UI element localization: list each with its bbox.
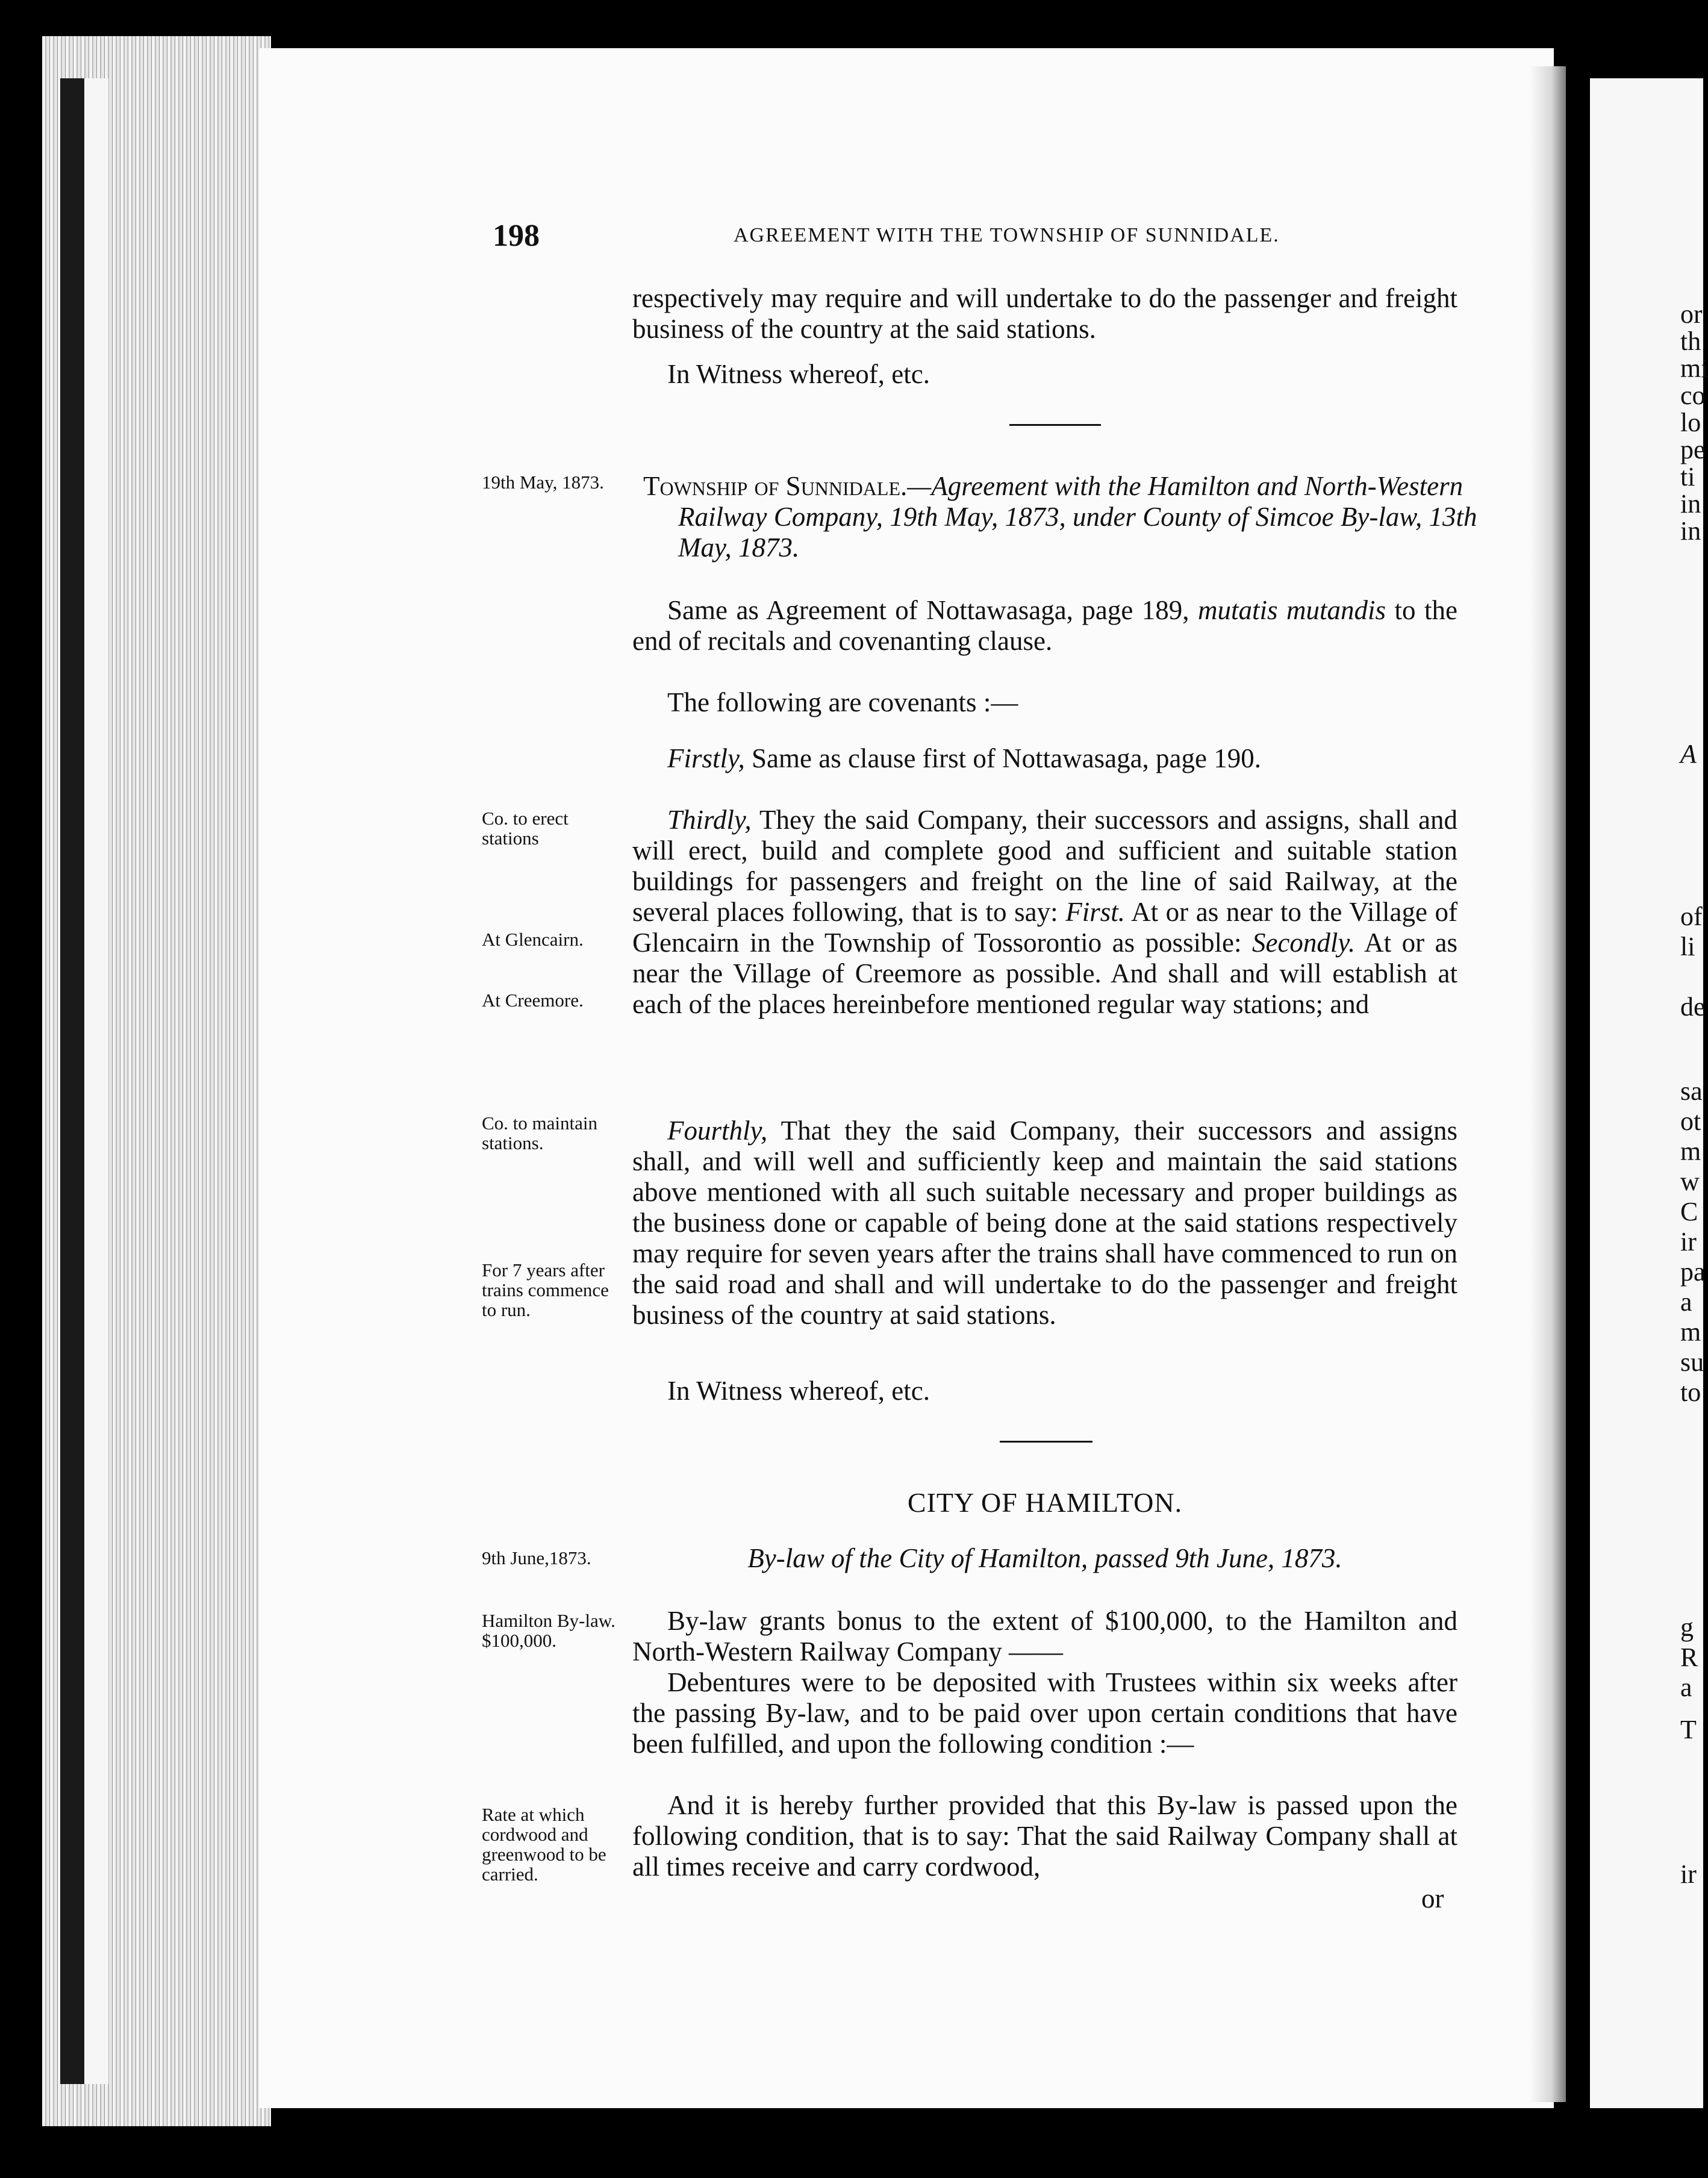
running-title: AGREEMENT WITH THE TOWNSHIP OF SUNNIDALE. — [734, 224, 1280, 246]
facing-fragment: su — [1680, 1347, 1704, 1377]
facing-fragment: mi — [1680, 354, 1708, 383]
facing-fragment: li — [1680, 932, 1695, 961]
facing-fragment: sa — [1680, 1076, 1703, 1106]
thirdly-text: They the said Company, their successors and assigns, shall and will erect, build and complete good and sufficient and suitable station buildings for passengers and freight on the line of said Railway, at the several places following, that is to say: — [632, 805, 1458, 927]
bylaw-paragraph-1: By-law grants bonus to the extent of $100,000, to the Hamilton and North-Western Railway Company —— — [632, 1606, 1457, 1667]
margin-note-date: 19th May, 1873. — [482, 472, 604, 493]
heading-agreement-title: —Agreement with the Hamilton and North-Western Railway Company, 19th May, 1873, under County of Simcoe By-law, 13th May, 1873. — [678, 471, 1477, 563]
facing-fragment: ti — [1680, 462, 1695, 491]
thirdly-text-glencairn: At or as near to the Village of Glencairn in the Township of Tossorontio as possible: — [632, 897, 1458, 958]
secondly-label: Secondly. — [1251, 928, 1356, 958]
facing-fragment: m — [1680, 1137, 1701, 1166]
facing-fragment: pe — [1680, 435, 1706, 464]
facing-fragment: w — [1680, 1167, 1700, 1196]
witness-clause: In Witness whereof, etc. — [667, 359, 930, 389]
facing-fragment: g — [1680, 1612, 1694, 1642]
covenants-intro: The following are covenants :— — [667, 687, 1018, 717]
firstly-text: Same as clause first of Nottawasaga, page 190. — [752, 743, 1261, 773]
margin-note-rate: Rate at which cordwood and greenwood to be carried. — [482, 1804, 606, 1885]
thirdly-clause — [632, 805, 1457, 1020]
heading-township: Township of Sunnidale. — [643, 471, 908, 501]
facing-fragment: A — [1680, 739, 1697, 769]
fourthly-label: Fourthly, — [667, 1116, 768, 1146]
margin-note-creemore: At Creemore. — [482, 990, 584, 1011]
facing-fragment: th — [1680, 326, 1701, 356]
mutatis-mutandis: mutatis mutandis — [1198, 595, 1386, 625]
section-title: CITY OF HAMILTON. — [907, 1487, 1183, 1518]
same-as-paragraph — [632, 595, 1457, 657]
margin-note-bylaw: Hamilton By-law. $100,000. — [482, 1610, 616, 1651]
facing-fragment: or — [1680, 299, 1703, 329]
facing-fragment: ir — [1680, 1227, 1697, 1256]
facing-fragment: T — [1680, 1715, 1697, 1744]
facing-fragment: lo — [1680, 408, 1701, 437]
facing-fragment: to — [1680, 1378, 1701, 1407]
agreement-heading — [643, 471, 1492, 563]
facing-fragment: ir — [1680, 1859, 1697, 1889]
catchword: or — [1421, 1883, 1444, 1914]
facing-fragment: ot — [1680, 1106, 1701, 1136]
fourthly-clause — [632, 1116, 1457, 1331]
section-divider — [1009, 424, 1101, 426]
bylaw-paragraph-3: And it is hereby further provided that this By-law is passed upon the following condition, that is to say: That the said Railway Company shall at all times receive and carry cordwood, — [632, 1790, 1457, 1882]
margin-note-erect: Co. to erect stations — [482, 808, 569, 849]
facing-fragment: in — [1680, 516, 1701, 546]
first-label: First. — [1065, 897, 1125, 927]
continuation-paragraph: respectively may require and will undertake to do the passenger and freight business of the country at the said stations. — [632, 283, 1457, 344]
witness-clause: In Witness whereof, etc. — [667, 1376, 930, 1406]
facing-fragment: C — [1680, 1197, 1698, 1226]
margin-note-glencairn: At Glencairn. — [482, 929, 584, 950]
margin-note-maintain: Co. to maintain stations. — [482, 1112, 598, 1153]
facing-fragment: pa — [1680, 1257, 1706, 1287]
same-as-text-end: to the end of recitals and covenanting clause. — [632, 595, 1457, 656]
page-number: 198 — [493, 219, 540, 253]
binding-shadow — [60, 78, 84, 2084]
facing-fragment: m — [1680, 1317, 1701, 1347]
thirdly-label: Thirdly, — [667, 805, 752, 835]
margin-note-seven-years: For 7 years after trains commence to run. — [482, 1259, 609, 1320]
thirdly-text-creemore: At or as near the Village of Creemore as possible. And shall and will establish at each of the places hereinbefore mentioned regular way stations; and — [632, 928, 1458, 1019]
facing-fragment: a — [1680, 1673, 1692, 1702]
fourthly-text: That they the said Company, their successors and assigns shall, and will well and sufficiently keep and maintain the said stations above mentioned with all such suitable necessary and proper buildings as the business done or capable of being done at the said stations respectively may require for seven years after the trains shall have commenced to run on the said road and shall and will undertake to do the passenger and freight business of the country at said stations. — [632, 1116, 1458, 1330]
facing-fragment: of — [1680, 902, 1703, 931]
same-as-text: Same as Agreement of Nottawasaga, page 189, — [667, 595, 1189, 625]
bylaw-paragraph-2: Debentures were to be deposited with Trustees within six weeks after the passing By-law, and to be paid over upon certain conditions that have been fulfilled, and upon the following condition :— — [632, 1667, 1457, 1759]
page-stack-edge — [84, 78, 108, 2084]
facing-fragment: R — [1680, 1643, 1698, 1672]
bylaw-title: By-law of the City of Hamilton, passed 9th June, 1873. — [747, 1543, 1342, 1573]
margin-note-date: 9th June,1873. — [482, 1547, 591, 1568]
facing-fragment: co — [1680, 381, 1706, 410]
firstly-clause — [632, 743, 1457, 774]
facing-page — [1590, 78, 1708, 2108]
facing-fragment: a — [1680, 1287, 1692, 1317]
firstly-label: Firstly, — [667, 743, 745, 773]
facing-fragment: de — [1680, 992, 1706, 1022]
gutter-shadow — [1530, 66, 1566, 2102]
section-divider — [1000, 1441, 1092, 1443]
facing-fragment: in — [1680, 489, 1701, 519]
